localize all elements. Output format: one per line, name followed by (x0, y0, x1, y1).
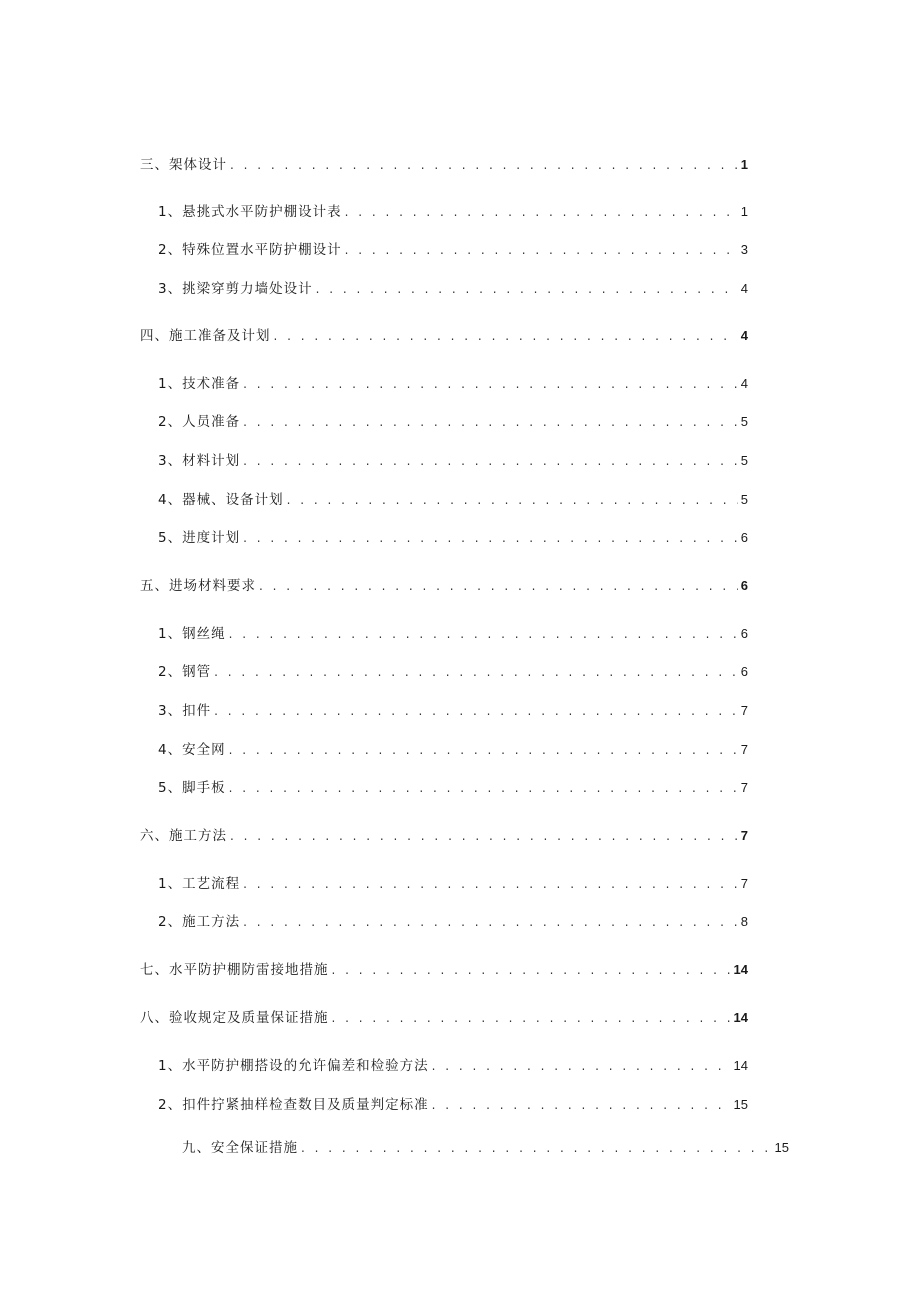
leader-dots (316, 280, 738, 298)
toc-entry-page: 7 (740, 703, 748, 718)
toc-entry[interactable] (158, 452, 748, 470)
toc-entry-label: 3、扣件 (158, 703, 212, 719)
toc-entry-label: 五、进场材料要求 (140, 578, 256, 594)
toc-entry-page: 14 (733, 1010, 748, 1025)
leader-dots (243, 875, 738, 893)
leader-dots (345, 241, 738, 259)
leader-dots (287, 491, 738, 509)
toc-entry-label: 2、施工方法 (158, 914, 241, 930)
toc-entry[interactable] (158, 702, 748, 720)
toc-entry[interactable] (140, 327, 748, 345)
toc-entry-page: 15 (733, 1097, 748, 1112)
toc-entry-page: 7 (740, 828, 748, 843)
leader-dots (332, 961, 731, 979)
toc-entry[interactable] (140, 827, 748, 845)
leader-dots (229, 625, 738, 643)
toc-entry-label: 1、水平防护棚搭设的允许偏差和检验方法 (158, 1058, 429, 1074)
toc-entry[interactable] (158, 241, 748, 259)
toc-entry-label: 3、挑梁穿剪力墙处设计 (158, 281, 313, 297)
toc-entry-page: 6 (740, 530, 748, 545)
toc-entry-page: 1 (740, 204, 748, 219)
leader-dots (243, 913, 738, 931)
toc-entry-label: 1、钢丝绳 (158, 626, 226, 642)
toc-entry[interactable] (140, 1009, 748, 1027)
toc-entry[interactable] (158, 413, 748, 431)
toc-entry-label: 5、脚手板 (158, 780, 226, 796)
leader-dots (214, 663, 738, 681)
leader-dots (229, 741, 738, 759)
toc-entry-label: 1、技术准备 (158, 376, 241, 392)
toc-entry-page: 4 (740, 281, 748, 296)
toc-entry-page: 15 (774, 1140, 789, 1155)
leader-dots (229, 779, 738, 797)
toc-entry-label: 2、扣件拧紧抽样检查数目及质量判定标准 (158, 1097, 429, 1113)
toc-entry-page: 4 (740, 328, 748, 343)
toc-entry-label: 三、架体设计 (140, 157, 227, 173)
toc-entry-page: 14 (733, 962, 748, 977)
toc-entry[interactable] (158, 280, 748, 298)
toc-entry[interactable] (158, 741, 748, 759)
leader-dots (230, 156, 738, 174)
toc-entry-page: 14 (733, 1058, 748, 1073)
toc-entry-label: 1、工艺流程 (158, 876, 241, 892)
toc-entry[interactable] (140, 156, 748, 174)
toc-entry-label: 2、钢管 (158, 664, 212, 680)
toc-entry[interactable] (140, 577, 748, 595)
toc-entry-label: 六、施工方法 (140, 828, 227, 844)
leader-dots (243, 452, 738, 470)
toc-entry-page: 5 (740, 414, 748, 429)
toc-entry-page: 7 (740, 742, 748, 757)
leader-dots (243, 529, 738, 547)
toc-entry-label: 4、器械、设备计划 (158, 492, 284, 508)
leader-dots (332, 1009, 731, 1027)
leader-dots (345, 203, 738, 221)
toc-entry-page: 6 (740, 578, 748, 593)
leader-dots (301, 1139, 772, 1157)
toc-entry[interactable] (158, 913, 748, 931)
leader-dots (243, 375, 738, 393)
toc-entry-label: 七、水平防护棚防雷接地措施 (140, 962, 329, 978)
toc-entry[interactable] (158, 1057, 748, 1075)
toc-entry-label: 2、特殊位置水平防护棚设计 (158, 242, 342, 258)
toc-entry[interactable] (158, 779, 748, 797)
toc-entry-page: 3 (740, 242, 748, 257)
toc-entry-label: 5、进度计划 (158, 530, 241, 546)
leader-dots (230, 827, 738, 845)
toc-entry-label: 2、人员准备 (158, 414, 241, 430)
toc-entry-label: 八、验收规定及质量保证措施 (140, 1010, 329, 1026)
toc-entry[interactable] (158, 625, 748, 643)
toc-entry[interactable] (158, 875, 748, 893)
toc-entry-page: 4 (740, 376, 748, 391)
toc-entry[interactable] (158, 203, 748, 221)
leader-dots (259, 577, 738, 595)
toc-entry-label: 4、安全网 (158, 742, 226, 758)
toc-entry-page: 5 (740, 453, 748, 468)
toc-entry[interactable] (182, 1139, 789, 1157)
toc-entry-page: 7 (740, 876, 748, 891)
leader-dots (243, 413, 738, 431)
toc-entry[interactable] (158, 663, 748, 681)
toc-entry[interactable] (140, 961, 748, 979)
toc-entry[interactable] (158, 375, 748, 393)
leader-dots (214, 702, 738, 720)
toc-entry-label: 九、安全保证措施 (182, 1140, 298, 1156)
leader-dots (432, 1096, 731, 1114)
toc-entry-page: 5 (740, 492, 748, 507)
toc-entry-label: 3、材料计划 (158, 453, 241, 469)
toc-entry-label: 1、悬挑式水平防护棚设计表 (158, 204, 342, 220)
toc-entry-page: 6 (740, 626, 748, 641)
toc-entry-label: 四、施工准备及计划 (140, 328, 271, 344)
toc-entry[interactable] (158, 1096, 748, 1114)
toc-entry[interactable] (158, 491, 748, 509)
toc-entry-page: 6 (740, 664, 748, 679)
leader-dots (274, 327, 738, 345)
toc-entry-page: 1 (740, 157, 748, 172)
leader-dots (432, 1057, 731, 1075)
toc-entry-page: 7 (740, 780, 748, 795)
toc-entry-page: 8 (740, 914, 748, 929)
toc-entry[interactable] (158, 529, 748, 547)
